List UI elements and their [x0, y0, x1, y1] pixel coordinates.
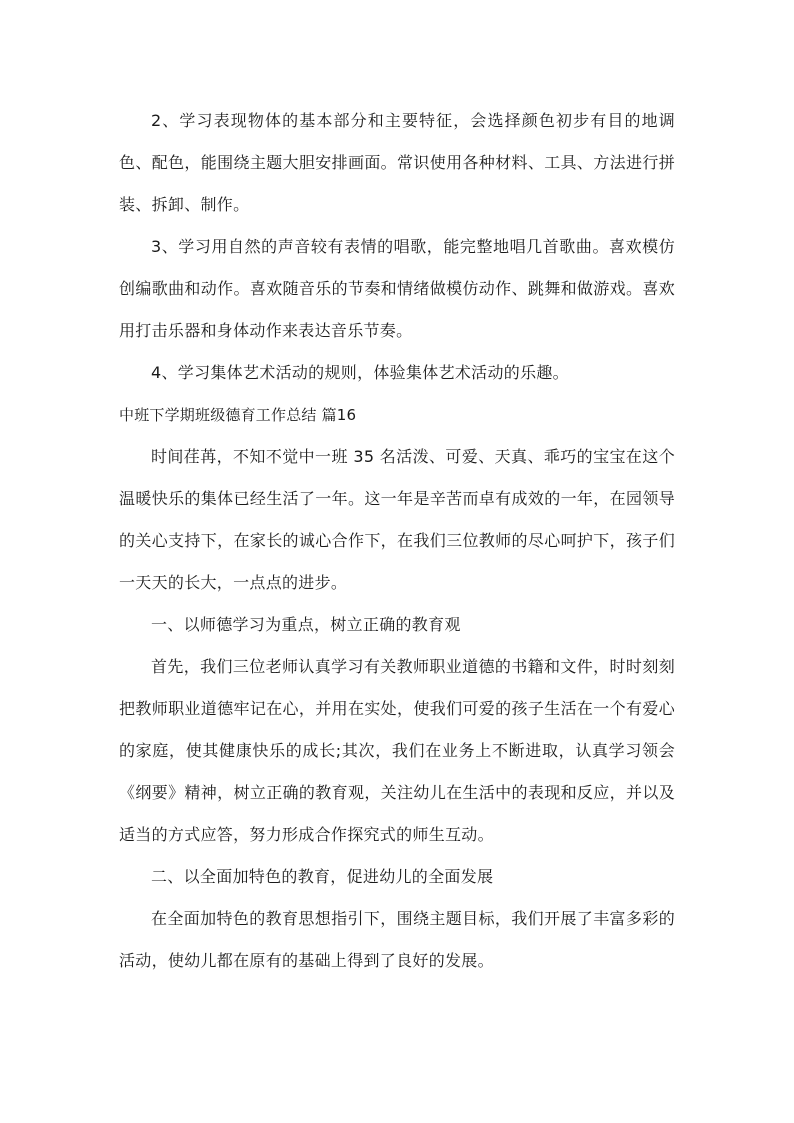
paragraph-art-goal-4: 4、学习集体艺术活动的规则，体验集体艺术活动的乐趣。 — [151, 363, 569, 382]
paragraph-teacher-ethics: 首先，我们三位老师认真学习有关教师职业道德的书籍和文件，时时刻刻把教师职业道德牢记在心，并用在实处，使我们可爱的孩子生活在一个有爱心的家庭，使其健康快乐的成长;其次，我们在业务上不断进取，认真学习领会《纲要》精神，树立正确的教育观，关注幼儿在生活中的表现和反应，并以及适当的方式应答，努力形成合作探究式的师生互动。 — [119, 657, 675, 844]
subheading-teacher-ethics: 一、以师德学习为重点，树立正确的教育观 — [151, 615, 461, 634]
document-body — [119, 100, 675, 982]
paragraph-intro: 时间荏苒，不知不觉中一班 35 名活泼、可爱、天真、乖巧的宝宝在这个温暖快乐的集体已经生活了一年。这一年是辛苦而卓有成效的一年，在园领导的关心支持下，在家长的诚心合作下，在我们三位教师的尽心呵护下，孩子们一天天的长大，一点点的进步。 — [119, 447, 675, 592]
subheading-comprehensive-education: 二、以全面加特色的教育，促进幼儿的全面发展 — [151, 867, 494, 886]
section-title: 中班下学期班级德育工作总结 篇16 — [119, 406, 357, 424]
paragraph-art-goal-3: 3、学习用自然的声音较有表情的唱歌，能完整地唱几首歌曲。喜欢模仿创编歌曲和动作。喜欢随音乐的节奏和情绪做模仿动作、跳舞和做游戏。喜欢用打击乐器和身体动作来表达音乐节奏。 — [119, 237, 675, 340]
paragraph-comprehensive-education: 在全面加特色的教育思想指引下，围绕主题目标，我们开展了丰富多彩的活动，使幼儿都在原有的基础上得到了良好的发展。 — [119, 909, 675, 970]
paragraph-art-goal-2: 2、学习表现物体的基本部分和主要特征，会选择颜色初步有目的地调色、配色，能围绕主题大胆安排画面。常识使用各种材料、工具、方法进行拼装、拆卸、制作。 — [119, 111, 675, 214]
